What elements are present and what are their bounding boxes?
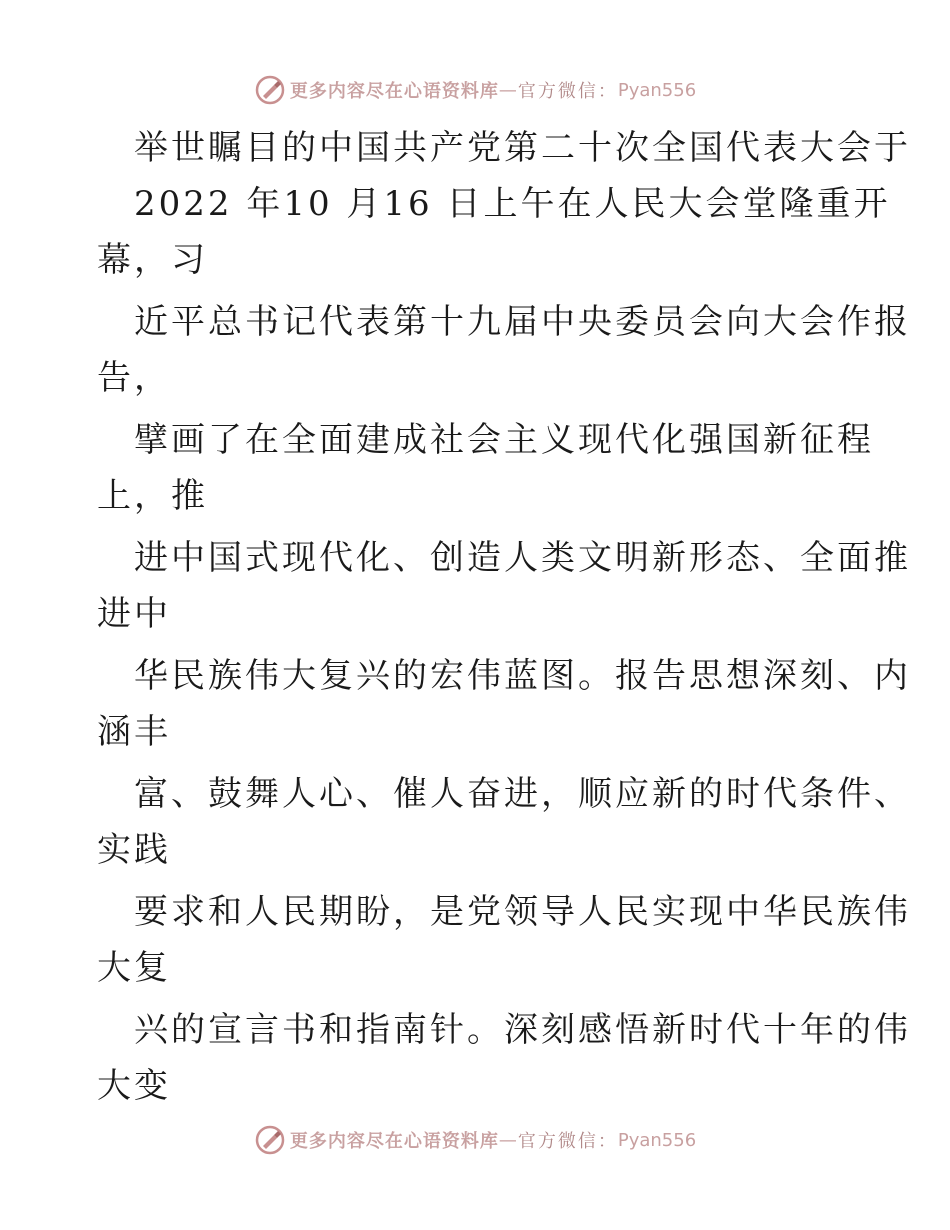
body-line: 告， (97, 358, 171, 398)
body-line: 大复 (97, 948, 171, 988)
watermark-wechat-label: 官方微信： (517, 81, 618, 102)
body-line: 幕，习 (97, 240, 208, 280)
body-line: 举世瞩目的中国共产党第二十次全国代表大会于 (134, 128, 911, 168)
body-line: 进中 (97, 594, 171, 634)
pen-seal-icon (254, 1124, 286, 1156)
body-line: 涵丰 (97, 712, 171, 752)
pen-seal-icon (254, 74, 286, 106)
body-line: 实践 (97, 830, 171, 870)
body-line: 上，推 (97, 476, 208, 516)
watermark-main-text: 更多内容尽在心语资料库 (289, 81, 499, 102)
body-line: 2022 年10 月16 日上午在人民大会堂隆重开 (134, 184, 891, 224)
body-line: 富、鼓舞人心、催人奋进，顺应新的时代条件、 (134, 774, 911, 814)
body-line: 近平总书记代表第十九届中央委员会向大会作报 (134, 302, 911, 342)
body-line: 华民族伟大复兴的宏伟蓝图。报告思想深刻、内 (134, 656, 911, 696)
watermark-main-text: 更多内容尽在心语资料库 (289, 1131, 499, 1152)
body-line: 要求和人民期盼，是党领导人民实现中华民族伟 (134, 892, 911, 932)
watermark-dash: — (498, 79, 518, 101)
body-line: 擘画了在全面建成社会主义现代化强国新征程 (134, 420, 874, 460)
body-line: 大变 (97, 1066, 171, 1106)
header-watermark (0, 70, 950, 110)
watermark-wechat-id: Pyan556 (617, 79, 697, 101)
watermark-wechat-label: 官方微信： (517, 1131, 618, 1152)
body-line: 兴的宣言书和指南针。深刻感悟新时代十年的伟 (134, 1010, 911, 1050)
watermark-wechat-id: Pyan556 (617, 1129, 697, 1151)
watermark-dash: — (498, 1129, 518, 1151)
footer-watermark (0, 1120, 950, 1160)
body-line: 进中国式现代化、创造人类文明新形态、全面推 (134, 538, 911, 578)
